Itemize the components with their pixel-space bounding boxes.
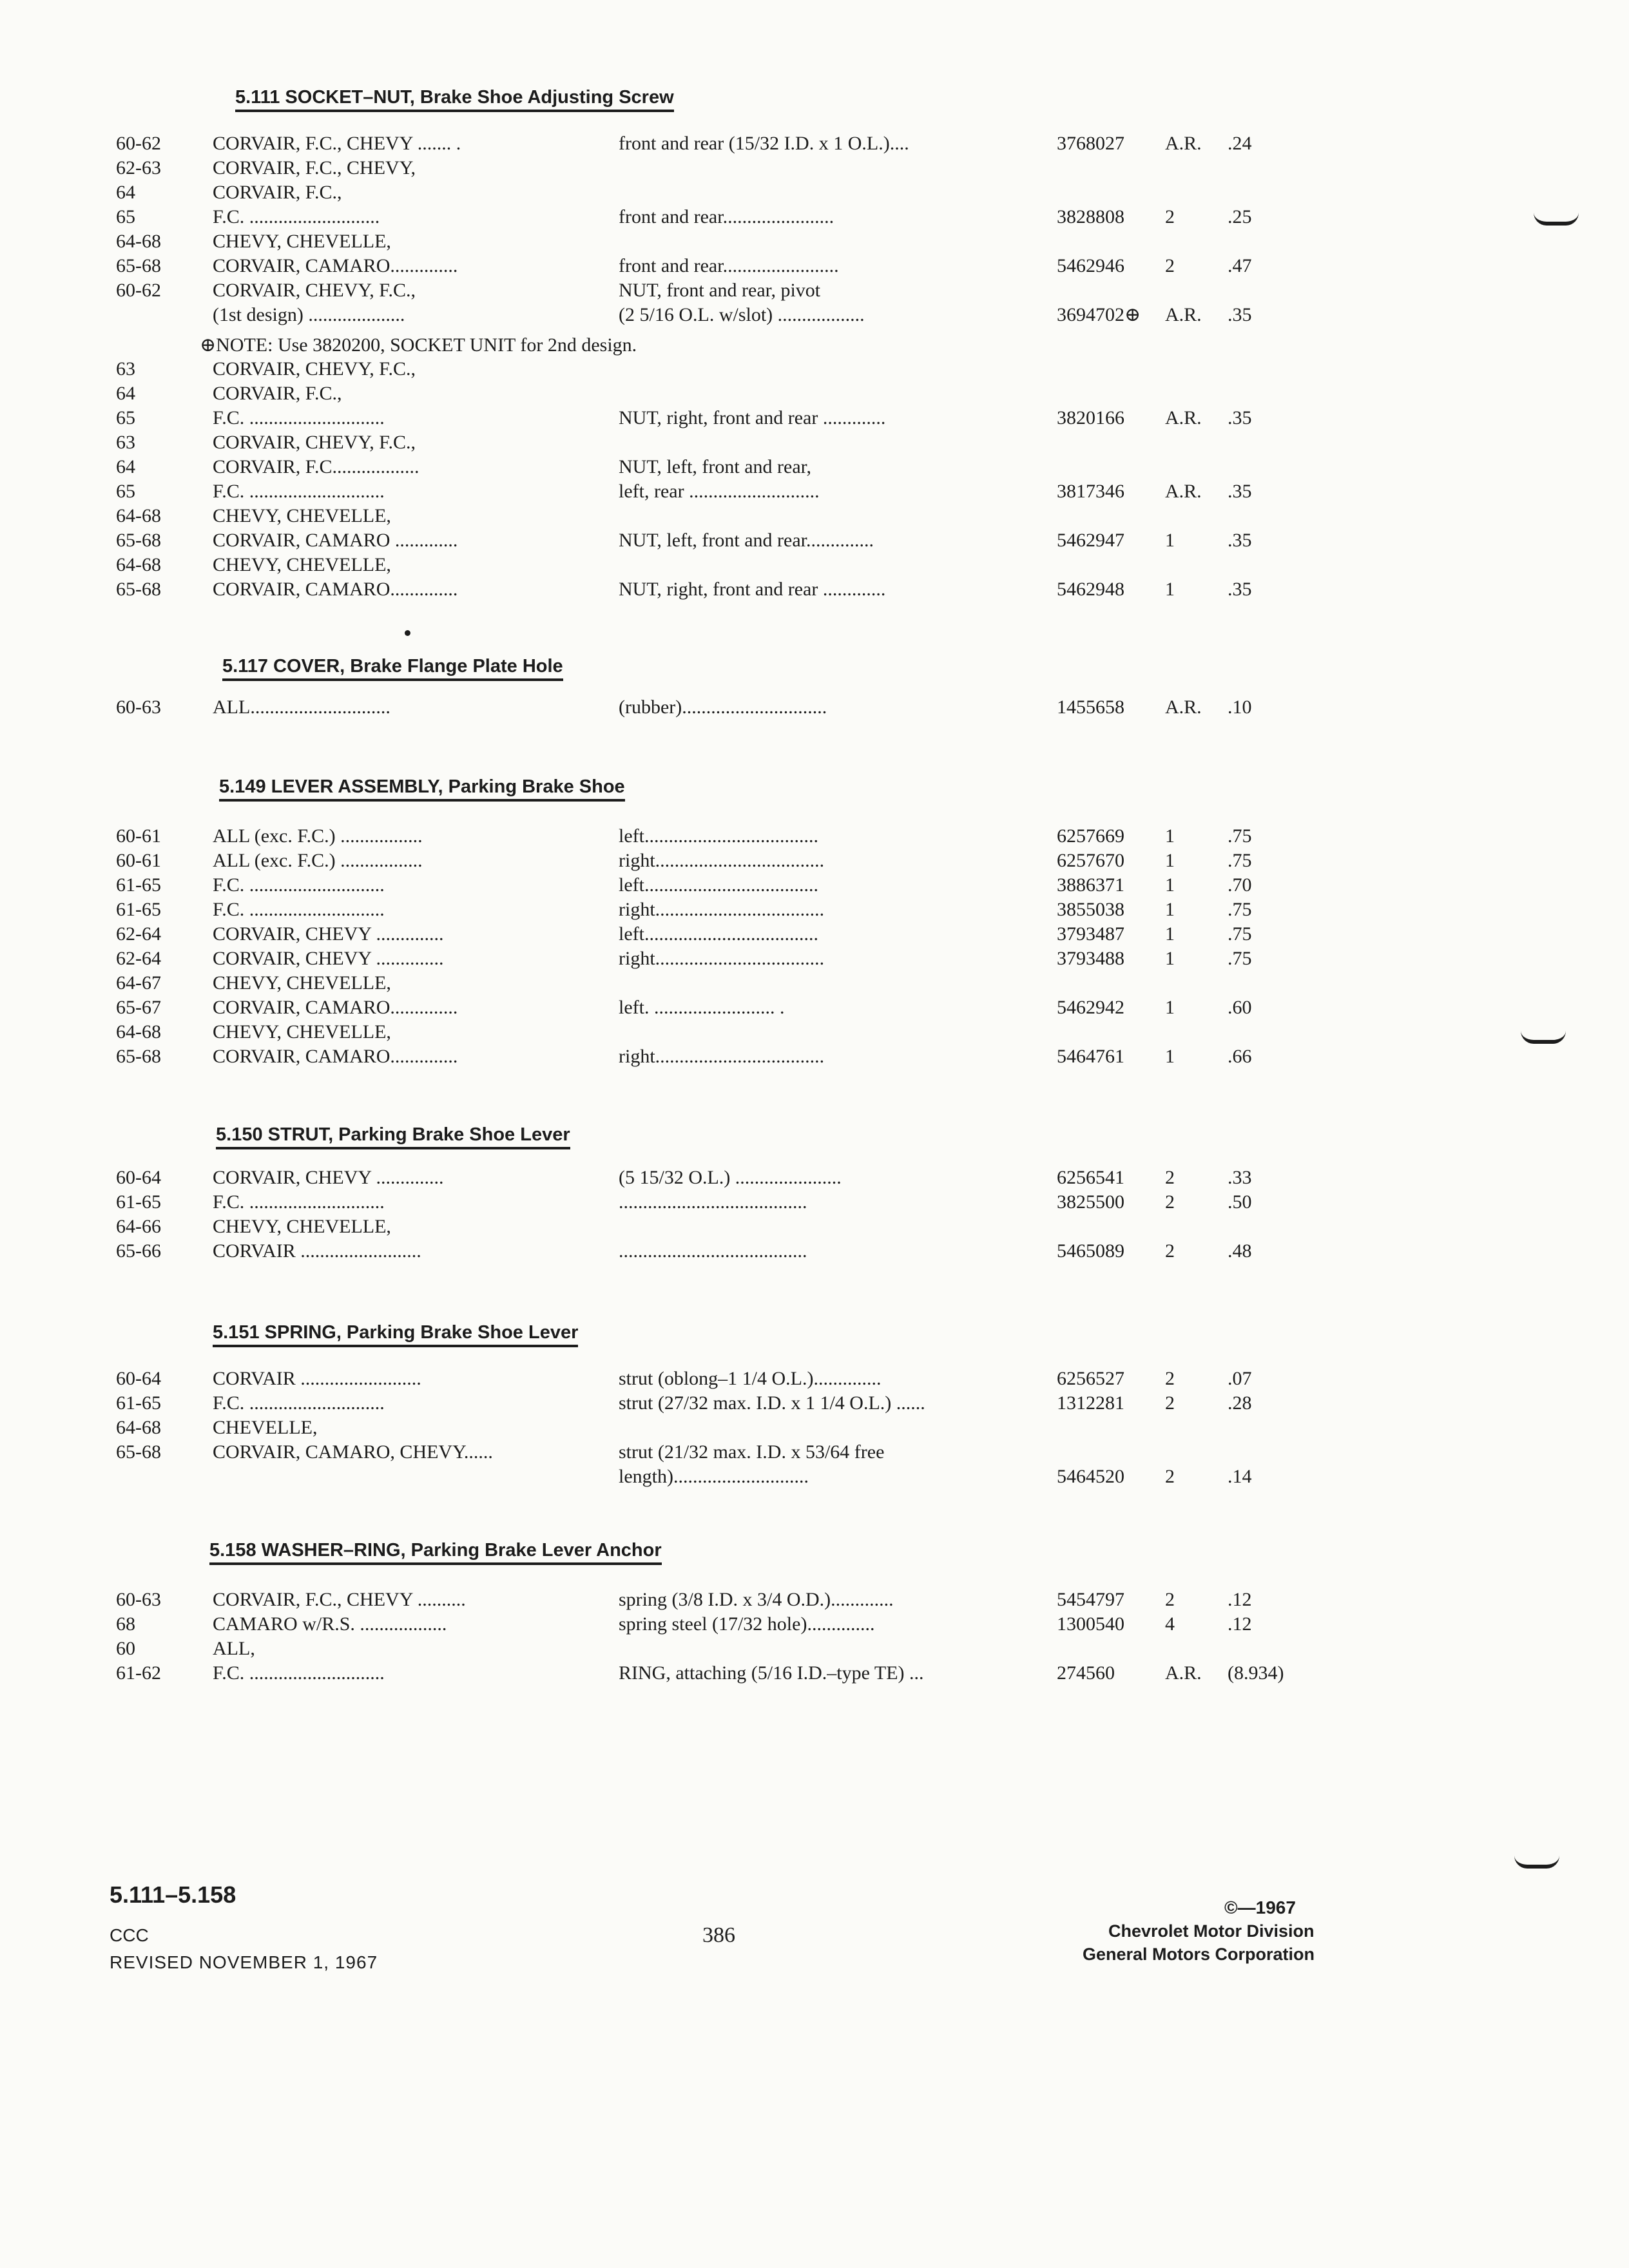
table-row [0,996,1629,1022]
quantity-cell: 1 [1165,923,1175,945]
price-cell: .75 [1228,899,1252,920]
model-cell: CORVAIR, CHEVY, F.C., [213,280,416,301]
description-cell: front and rear (15/32 I.D. x 1 O.L.).... [619,133,909,154]
part-number-cell: 3886371 [1057,874,1124,896]
part-number-cell: 5464520 [1057,1466,1124,1487]
part-number-cell: 3793487 [1057,923,1124,945]
part-number-cell: 3825500 [1057,1191,1124,1213]
footer-corporation: General Motors Corporation [1083,1945,1315,1964]
model-cell: CORVAIR, CHEVY .............. [213,948,444,969]
model-cell: CORVAIR, CHEVY .............. [213,923,444,945]
model-cell: CORVAIR, F.C., CHEVY ....... . [213,133,461,154]
model-cell: F.C. ............................ [213,1392,385,1414]
description-cell: right................................... [619,899,825,920]
table-row [0,1588,1629,1614]
price-cell: .60 [1228,997,1252,1018]
section-title: 5.158 WASHER–RING, Parking Brake Lever Anchor [209,1540,662,1565]
part-number-cell: 274560 [1057,1662,1115,1684]
quantity-cell: A.R. [1165,481,1202,502]
footer-copyright: ©—1967 [1224,1898,1296,1917]
description-cell: ....................................... [619,1191,807,1213]
part-number-cell: 3820166 [1057,407,1124,428]
price-cell: .35 [1228,530,1252,551]
section-title: 5.150 STRUT, Parking Brake Shoe Lever [216,1124,570,1149]
table-row [0,1662,1629,1687]
margin-mark [1514,1856,1559,1869]
model-cell: F.C. ............................ [213,407,385,428]
quantity-cell: 2 [1165,1191,1175,1213]
price-cell: .35 [1228,481,1252,502]
quantity-cell: 2 [1165,206,1175,227]
table-row [0,382,1629,408]
part-number-cell: 6256527 [1057,1368,1124,1389]
margin-mark [1534,213,1579,226]
table-row [0,480,1629,506]
part-number-cell: 5462947 [1057,530,1124,551]
quantity-cell: 2 [1165,1240,1175,1262]
table-row [0,279,1629,305]
table-row [0,923,1629,948]
table-row [0,1191,1629,1216]
description-cell: right................................... [619,850,825,871]
description-cell: NUT, left, front and rear, [619,456,811,477]
price-cell: .10 [1228,697,1252,718]
price-cell: .12 [1228,1589,1252,1610]
model-cell: CHEVY, CHEVELLE, [213,1216,391,1237]
year-cell: 64-68 [116,1417,161,1438]
description-cell: left.................................... [619,874,818,896]
table-row [0,1392,1629,1418]
table-row [0,358,1629,383]
model-cell: (1st design) .................... [213,304,405,325]
year-cell: 62-64 [116,923,161,945]
price-cell: .35 [1228,579,1252,600]
description-cell: ....................................... [619,1240,807,1262]
table-row [0,578,1629,604]
footnote: ⊕NOTE: Use 3820200, SOCKET UNIT for 2nd design. [200,334,637,356]
footer-range: 5.111–5.158 [110,1881,236,1908]
quantity-cell: 1 [1165,825,1175,847]
year-cell: 61-65 [116,899,161,920]
table-row [0,303,1629,329]
quantity-cell: 2 [1165,1167,1175,1188]
year-cell: 64-68 [116,554,161,575]
year-cell: 65-67 [116,997,161,1018]
model-cell: ALL............................. [213,697,390,718]
model-cell: CORVAIR, CAMARO, CHEVY...... [213,1441,493,1463]
model-cell: CORVAIR, CHEVY, F.C., [213,432,416,453]
price-cell: (8.934) [1228,1662,1284,1684]
part-number-cell: 6257669 [1057,825,1124,847]
model-cell: CORVAIR, CHEVY, F.C., [213,358,416,380]
table-row [0,407,1629,432]
price-cell: .12 [1228,1613,1252,1635]
model-cell: F.C. ............................ [213,1662,385,1684]
year-cell: 65-68 [116,1046,161,1067]
model-cell: CORVAIR, CAMARO.............. [213,997,458,1018]
year-cell: 60-61 [116,850,161,871]
model-cell: CORVAIR, F.C., [213,383,342,404]
description-cell: spring (3/8 I.D. x 3/4 O.D.)............. [619,1589,894,1610]
part-number-cell: 5462946 [1057,255,1124,276]
table-row [0,1021,1629,1046]
price-cell: .28 [1228,1392,1252,1414]
year-cell: 65-66 [116,1240,161,1262]
year-cell: 65 [116,407,135,428]
part-number-cell: 5464761 [1057,1046,1124,1067]
part-number-cell: 1455658 [1057,697,1124,718]
quantity-cell: 1 [1165,997,1175,1018]
part-number-cell: 3694702⊕ [1057,304,1141,325]
description-cell: NUT, right, front and rear ............. [619,407,886,428]
page-number: 386 [702,1923,735,1947]
table-row [0,1441,1629,1466]
quantity-cell: 1 [1165,579,1175,600]
model-cell: ALL (exc. F.C.) ................. [213,825,423,847]
description-cell: left.................................... [619,923,818,945]
model-cell: CORVAIR, CAMARO ............. [213,530,458,551]
quantity-cell: A.R. [1165,304,1202,325]
year-cell: 64-68 [116,505,161,526]
table-row [0,1240,1629,1265]
year-cell: 64-66 [116,1216,161,1237]
table-row [0,132,1629,158]
quantity-cell: 2 [1165,1368,1175,1389]
table-row [0,1637,1629,1663]
description-cell: (5 15/32 O.L.) ...................... [619,1167,842,1188]
year-cell: 64 [116,383,135,404]
year-cell: 61-65 [116,874,161,896]
year-cell: 60-64 [116,1368,161,1389]
table-row [0,696,1629,722]
quantity-cell: 1 [1165,1046,1175,1067]
price-cell: .75 [1228,825,1252,847]
price-cell: .47 [1228,255,1252,276]
year-cell: 60-61 [116,825,161,847]
model-cell: F.C. ............................ [213,874,385,896]
model-cell: F.C. ............................ [213,899,385,920]
description-cell: strut (21/32 max. I.D. x 53/64 free [619,1441,885,1463]
year-cell: 60-64 [116,1167,161,1188]
quantity-cell: 2 [1165,1392,1175,1414]
table-row [0,874,1629,899]
year-cell: 64 [116,182,135,203]
description-cell: NUT, left, front and rear.............. [619,530,874,551]
table-row [0,1367,1629,1393]
quantity-cell: A.R. [1165,697,1202,718]
description-cell: (2 5/16 O.L. w/slot) .................. [619,304,865,325]
model-cell: CORVAIR, F.C.................. [213,456,419,477]
model-cell: CORVAIR, CAMARO.............. [213,255,458,276]
section-title: 5.111 SOCKET–NUT, Brake Shoe Adjusting Screw [235,87,674,112]
model-cell: CAMARO w/R.S. .................. [213,1613,447,1635]
description-cell: right................................... [619,948,825,969]
year-cell: 65 [116,481,135,502]
part-number-cell: 5465089 [1057,1240,1124,1262]
table-row [0,157,1629,182]
quantity-cell: 1 [1165,850,1175,871]
table-row [0,553,1629,579]
price-cell: .75 [1228,923,1252,945]
year-cell: 60-62 [116,280,161,301]
year-cell: 65-68 [116,1441,161,1463]
quantity-cell: 4 [1165,1613,1175,1635]
part-number-cell: 1300540 [1057,1613,1124,1635]
part-number-cell: 6256541 [1057,1167,1124,1188]
part-number-cell: 3793488 [1057,948,1124,969]
part-number-cell: 3828808 [1057,206,1124,227]
model-cell: CORVAIR ......................... [213,1240,421,1262]
table-row [0,1166,1629,1192]
margin-mark [1521,1031,1566,1044]
quantity-cell: A.R. [1165,133,1202,154]
price-cell: .50 [1228,1191,1252,1213]
description-cell: spring steel (17/32 hole).............. [619,1613,875,1635]
year-cell: 63 [116,432,135,453]
price-cell: .75 [1228,850,1252,871]
year-cell: 65-68 [116,530,161,551]
year-cell: 65-68 [116,255,161,276]
table-row [0,1465,1629,1491]
table-row [0,206,1629,231]
model-cell: CORVAIR, CAMARO.............. [213,579,458,600]
year-cell: 65 [116,206,135,227]
description-cell: left, rear ........................... [619,481,820,502]
quantity-cell: 1 [1165,899,1175,920]
part-number-cell: 5462948 [1057,579,1124,600]
description-cell: left. ......................... . [619,997,785,1018]
price-cell: .48 [1228,1240,1252,1262]
year-cell: 64 [116,456,135,477]
year-cell: 60-63 [116,1589,161,1610]
model-cell: F.C. ............................ [213,481,385,502]
price-cell: .24 [1228,133,1252,154]
quantity-cell: 2 [1165,255,1175,276]
model-cell: CORVAIR, CAMARO.............. [213,1046,458,1067]
footer-code: CCC [110,1925,149,1945]
section-title: 5.149 LEVER ASSEMBLY, Parking Brake Shoe [219,776,625,802]
table-row [0,947,1629,973]
price-cell: .35 [1228,304,1252,325]
stray-mark [405,630,410,636]
quantity-cell: A.R. [1165,407,1202,428]
table-row [0,230,1629,256]
description-cell: length)............................ [619,1466,809,1487]
year-cell: 68 [116,1613,135,1635]
year-cell: 60-63 [116,697,161,718]
year-cell: 64-68 [116,1021,161,1043]
table-row [0,849,1629,875]
year-cell: 61-65 [116,1191,161,1213]
description-cell: RING, attaching (5/16 I.D.–type TE) ... [619,1662,924,1684]
description-cell: strut (oblong–1 1/4 O.L.).............. [619,1368,882,1389]
price-cell: .14 [1228,1466,1252,1487]
section-title: 5.117 COVER, Brake Flange Plate Hole [222,656,563,681]
footer-division: Chevrolet Motor Division [1108,1921,1315,1941]
table-row [0,1416,1629,1442]
part-number-cell: 3855038 [1057,899,1124,920]
description-cell: strut (27/32 max. I.D. x 1 1/4 O.L.) ...... [619,1392,925,1414]
model-cell: CHEVY, CHEVELLE, [213,554,391,575]
quantity-cell: A.R. [1165,1662,1202,1684]
year-cell: 62-64 [116,948,161,969]
footer-revised: REVISED NOVEMBER 1, 1967 [110,1952,378,1972]
model-cell: CORVAIR, F.C., [213,182,342,203]
price-cell: .66 [1228,1046,1252,1067]
year-cell: 64-67 [116,972,161,994]
year-cell: 65-68 [116,579,161,600]
table-row [0,505,1629,530]
part-number-cell: 1312281 [1057,1392,1124,1414]
price-cell: .25 [1228,206,1252,227]
model-cell: CORVAIR, F.C., CHEVY, [213,157,416,178]
table-row [0,1215,1629,1241]
table-row [0,181,1629,207]
price-cell: .33 [1228,1167,1252,1188]
model-cell: ALL (exc. F.C.) ................. [213,850,423,871]
description-cell: NUT, front and rear, pivot [619,280,821,301]
description-cell: NUT, right, front and rear ............. [619,579,886,600]
year-cell: 61-65 [116,1392,161,1414]
quantity-cell: 1 [1165,948,1175,969]
model-cell: CORVAIR ......................... [213,1368,421,1389]
table-row [0,255,1629,280]
model-cell: CHEVY, CHEVELLE, [213,505,391,526]
model-cell: CHEVY, CHEVELLE, [213,972,391,994]
section-title: 5.151 SPRING, Parking Brake Shoe Lever [213,1322,578,1347]
model-cell: ALL, [213,1638,255,1659]
table-row [0,1045,1629,1071]
table-row [0,972,1629,997]
year-cell: 60 [116,1638,135,1659]
price-cell: .70 [1228,874,1252,896]
quantity-cell: 1 [1165,530,1175,551]
table-row [0,1613,1629,1639]
description-cell: left.................................... [619,825,818,847]
price-cell: .07 [1228,1368,1252,1389]
part-number-cell: 6257670 [1057,850,1124,871]
table-row [0,898,1629,924]
quantity-cell: 2 [1165,1589,1175,1610]
table-row [0,825,1629,850]
year-cell: 62-63 [116,157,161,178]
model-cell: F.C. ........................... [213,206,380,227]
price-cell: .35 [1228,407,1252,428]
part-number-cell: 3817346 [1057,481,1124,502]
part-number-cell: 5462942 [1057,997,1124,1018]
model-cell: CORVAIR, F.C., CHEVY .......... [213,1589,466,1610]
year-cell: 64-68 [116,231,161,252]
model-cell: F.C. ............................ [213,1191,385,1213]
model-cell: CHEVY, CHEVELLE, [213,1021,391,1043]
table-row [0,456,1629,481]
year-cell: 61-62 [116,1662,161,1684]
description-cell: (rubber).............................. [619,697,827,718]
description-cell: front and rear........................ [619,255,839,276]
table-row [0,431,1629,457]
quantity-cell: 2 [1165,1466,1175,1487]
description-cell: right................................... [619,1046,825,1067]
model-cell: CORVAIR, CHEVY .............. [213,1167,444,1188]
model-cell: CHEVELLE, [213,1417,318,1438]
description-cell: front and rear....................... [619,206,834,227]
part-number-cell: 5454797 [1057,1589,1124,1610]
model-cell: CHEVY, CHEVELLE, [213,231,391,252]
price-cell: .75 [1228,948,1252,969]
year-cell: 63 [116,358,135,380]
part-number-cell: 3768027 [1057,133,1124,154]
quantity-cell: 1 [1165,874,1175,896]
year-cell: 60-62 [116,133,161,154]
table-row [0,529,1629,555]
